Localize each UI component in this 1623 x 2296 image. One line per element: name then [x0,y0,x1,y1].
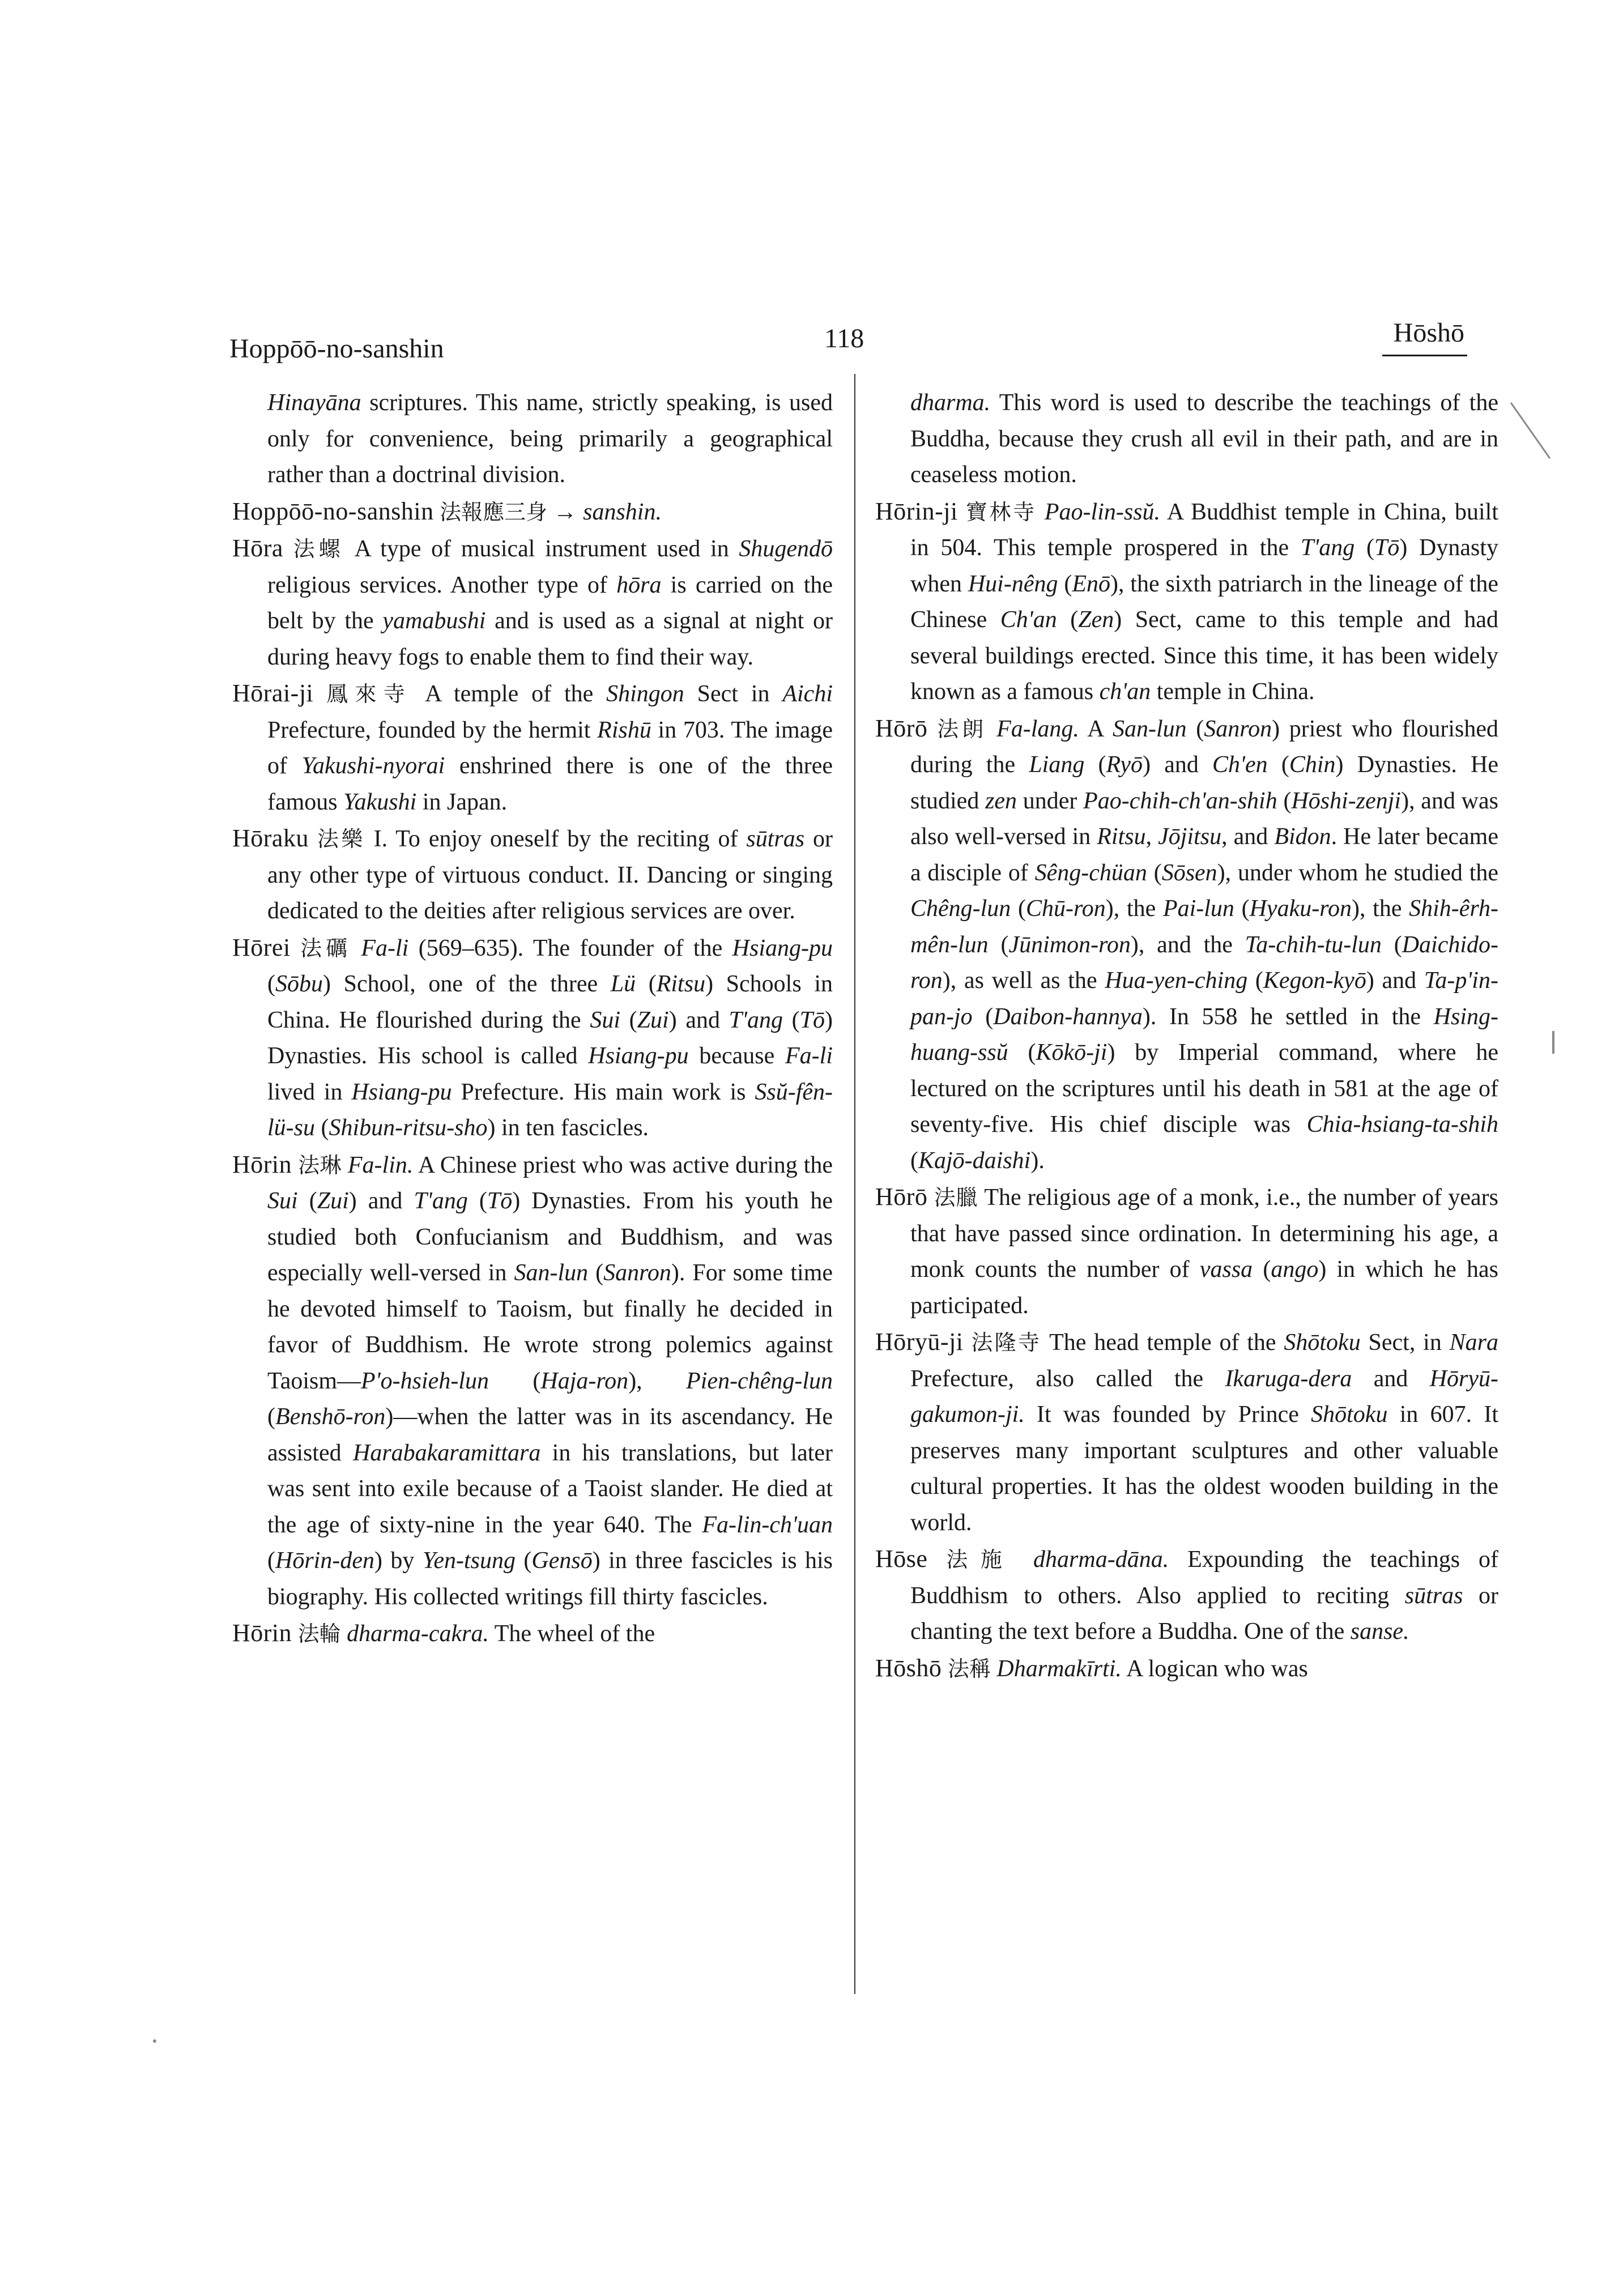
italic-term: Bidon [1274,824,1331,850]
italic-term: Yen-tsung [422,1548,516,1574]
italic-term: Ssŭ-fên-lü-su [267,1079,833,1141]
italic-term: Sanron [1204,715,1272,742]
running-head-right: Hōshō [1393,318,1464,348]
entry-text: A Buddhist temple in China, built in 504. This temple prospered in the [910,499,1498,561]
entry-text: because [688,1043,786,1069]
entry-text [341,1621,347,1647]
entry-text: ( [1267,752,1289,778]
entry-text: Sect, in [1360,1330,1450,1356]
italic-term: Gensō [531,1548,593,1574]
entry-text: ( [1186,715,1204,742]
entry-text: ). For some time he devoted himself to Taoism, but finally he decided in favor of Buddhism. He wrote strong polemics against Taoism— [267,1260,833,1394]
entry-headword: Hōrin [232,1619,292,1647]
italic-term: Daibon-hannya [993,1003,1143,1030]
italic-term: Chin [1289,752,1336,778]
entry-kanji: 法螺 [293,536,344,561]
italic-term: Dharmakīrti. [996,1655,1122,1682]
italic-term: Pao-chih-ch'an-shih [1083,787,1277,814]
entry-text: ), [628,1368,687,1394]
entry-text: ) in which he has participated. [910,1256,1498,1319]
italic-term: Fa-lang. [996,715,1079,742]
entry-text: ( [315,1115,329,1141]
entry-text: ( [1147,859,1162,886]
entry-kanji: 法報應三身 [440,499,548,525]
entry-text: ) Dynasties. From his youth he studied both Confucianism and Buddhism, and was especially well-versed in [267,1188,833,1286]
entry-text: The wheel of the [488,1621,655,1647]
entry-text: ( [1381,931,1402,958]
entry-text: religious services. Another type of [267,572,617,598]
italic-term: P'o-hsieh-lun [361,1368,489,1394]
italic-term: Enō [1072,570,1110,597]
entry-text: lived in [267,1079,352,1105]
entry-text: ( [782,1007,800,1033]
italic-term: sanse. [1350,1618,1409,1645]
entry-headword: Hōrō [875,1183,928,1211]
entry-text [1037,499,1045,525]
scan-mark [1510,402,1550,459]
entry-text: ). [1030,1147,1045,1174]
entry-text: ) and [348,1188,414,1214]
italic-term: Sui [267,1188,298,1214]
entry-text: ) Dynasties. His school is called [267,1007,833,1069]
scan-mark [153,2039,156,2043]
entry-kanji: 鳳來寺 [326,681,412,706]
italic-term: Hōryū-gakumon-ji. [910,1365,1498,1428]
entry-headword: Hōra [232,534,283,562]
entry-text: Expounding the teachings of Buddhism to others. Also applied to reciting [910,1547,1499,1609]
italic-term: Rishū [597,717,651,743]
entry-text: ( [1277,787,1292,814]
dictionary-entry [875,1650,1498,1688]
italic-term: Tō [1374,535,1400,561]
dictionary-entry [875,1179,1498,1324]
italic-term: Kōkō-ji [1036,1040,1107,1066]
entry-headword: Hōraku [232,824,309,852]
italic-term: sanshin. [583,499,662,525]
entry-text: This word is used to describe the teachings of the Buddha, because they crush all evil in their path, and are in ceaseless motion. [910,390,1498,488]
entry-text: in 703. The image of [267,717,833,779]
italic-term: Tō [799,1007,825,1033]
italic-term: Sui [590,1007,621,1033]
dictionary-entry [875,1541,1498,1650]
entry-text: ), and was also well-versed in [910,787,1498,850]
dictionary-entry [232,493,833,531]
running-head-left: Hoppōō-no-sanshin [229,334,444,364]
italic-term: Pao-lin-ssŭ. [1044,499,1161,525]
dictionary-entry [875,710,1498,1179]
entry-text: (569–635). The founder of the [408,935,732,961]
entry-text: and is used as a signal at night or during heavy fogs to enable them to find their way. [267,608,833,670]
italic-term: Hsiang-pu [732,935,833,961]
entry-headword: Hōse [875,1545,928,1573]
italic-term: dharma-dāna. [1033,1547,1169,1573]
dictionary-entry [875,1324,1498,1541]
italic-term: yamabushi [382,608,486,634]
entry-text [351,935,361,961]
entry-text: I. To enjoy oneself by the reciting of [365,826,747,852]
italic-term: T'ang [729,1007,783,1033]
entry-text: Prefecture, founded by the hermit [267,717,598,743]
entry-text: ( [267,971,275,997]
entry-text: A [1079,715,1113,742]
entry-text: ( [620,1007,637,1033]
entry-text: ) and [1143,752,1213,778]
entry-text: Sect in [684,681,783,707]
entry-text: , and [1221,824,1275,850]
italic-term: Haja-ron [540,1368,629,1394]
entry-text: ( [297,1188,317,1214]
entry-text: ) Schools in China. He flourished during the [267,971,833,1033]
entry-text: ( [636,971,657,997]
italic-term: Chia-hsiang-ta-shih [1306,1111,1498,1138]
italic-term: Hui-nêng [968,570,1058,597]
entry-text: in Japan. [416,789,508,815]
entry-text: ) in three fascicles is his biography. His collected writings fill thirty fascicles. [267,1548,833,1610]
entry-kanji: 法臘 [934,1185,978,1210]
entry-text: ) by Imperial command, where he lectured on the scriptures until his death in 581 at the age of seventy-five. His chief disciple was [910,1040,1498,1138]
italic-term: hōra [616,572,662,598]
entry-text: ) Sect, came to this temple and had several buildings erected. Since this time, it has been widely known as a famous [910,607,1498,705]
entry-text: ) and [668,1007,729,1033]
italic-term: Daichido-ron [910,931,1498,994]
italic-term: Sanron [603,1260,671,1286]
entry-text: ). In 558 he settled in the [1142,1003,1434,1030]
entry-text: ), and the [1130,931,1245,958]
entry-text: in 607. It preserves many important sculptures and other valuable cultural properties. It has the oldest wooden building in the world. [910,1402,1498,1536]
italic-term: Chêng-lun [910,896,1011,922]
italic-term: T'ang [414,1188,468,1214]
entry-text: scriptures. This name, strictly speaking, is used only for convenience, being primarily a geographical rather than a doctrinal division. [267,390,833,488]
italic-term: Pien-chêng-lun [686,1368,833,1394]
scan-mark [1552,1031,1554,1054]
entry-text: ( [910,1147,918,1174]
entry-text [342,1152,348,1178]
entry-text: ) in ten fascicles. [487,1115,649,1141]
entry-text: ) Dynasty when [910,535,1498,597]
entry-text: ( [1058,570,1072,597]
entry-text: ( [988,931,1009,958]
italic-term: dharma-cakra. [347,1621,489,1647]
italic-term: Shōtoku [1284,1330,1361,1356]
dictionary-entry [232,1615,833,1652]
italic-term: San-lun [514,1260,589,1286]
italic-term: Shih-êrh-mên-lun [910,896,1499,958]
italic-term: ch'an [1099,679,1151,705]
italic-term: Shingon [606,681,684,707]
italic-term: Pai-lun [1162,896,1234,922]
italic-term: Hōshi-zenji [1291,787,1402,814]
italic-term: Kajō-daishi [918,1147,1031,1174]
entry-text: A logican who was [1121,1655,1308,1682]
header-rule [1382,355,1467,356]
italic-term: Ch'an [1000,607,1057,633]
italic-term: vassa [1199,1256,1253,1283]
italic-term: Aichi [782,681,833,707]
entry-text: ( [972,1003,994,1030]
entry-text: ( [267,1404,275,1430]
entry-kanji: 法施 [946,1547,1015,1572]
entry-continuation [875,385,1498,493]
italic-term: Sêng-chüan [1034,859,1147,886]
entry-text: → [547,499,583,525]
entry-text: ( [588,1260,604,1286]
dictionary-entry [232,530,833,675]
italic-term: Ritsu [656,971,706,997]
entry-text: ) by [374,1548,423,1574]
dictionary-entry [875,493,1498,710]
entry-kanji: 法礪 [300,935,351,961]
italic-term: Sōbu [275,971,323,997]
entry-text: ( [1057,607,1079,633]
italic-term: Sōsen [1161,859,1217,886]
entry-text: ), as well as the [942,968,1105,994]
italic-term: Fa-li [785,1043,833,1069]
italic-term: Jūnimon-ron [1008,931,1131,958]
italic-term: Hsiang-pu [351,1079,452,1105]
italic-term: Ta-p'in-pan-jo [910,968,1498,1030]
italic-term: Chū-ron [1025,896,1106,922]
entry-text [991,1656,997,1682]
entry-text: in his translations, but later was sent into exile because of a Taoist slander. He died at the age of sixty-nine in the year 640. The [267,1439,833,1538]
entry-text: Prefecture, also called the [910,1365,1225,1392]
entry-headword: Hōrei [232,933,291,961]
italic-term: Hinayāna [267,390,361,416]
italic-term: Benshō-ron [275,1404,386,1430]
entry-headword: Hōryū-ji [875,1328,964,1356]
entry-continuation [232,385,833,493]
entry-text: ( [1354,535,1374,561]
left-column [232,385,833,1652]
entry-text: A temple of the [412,681,607,707]
entry-kanji: 法稱 [947,1656,991,1681]
entry-text: Prefecture. His main work is [451,1079,755,1105]
italic-term: Fa-lin-ch'uan [702,1511,833,1538]
italic-term: Kegon-kyō [1263,968,1366,994]
entry-text: ), the sixth patriarch in the lineage of the Chinese [910,570,1498,633]
entry-headword: Hoppōō-no-sanshin [232,497,434,525]
italic-term: dharma. [910,390,991,416]
entry-text: , [1145,824,1158,850]
entry-headword: Hōshō [875,1654,942,1682]
entry-text: A Chinese priest who was active during the [413,1152,833,1178]
italic-term: Ta-chih-tu-lun [1245,931,1382,958]
italic-term: Zui [317,1188,349,1214]
entry-headword: Hōrai-ji [232,679,314,707]
entry-headword: Hōrin-ji [875,497,958,525]
italic-term: zen [985,787,1017,814]
italic-term: Yakushi-nyorai [301,753,445,779]
entry-text: ( [1247,968,1263,994]
entry-text: ), under whom he studied the [1217,859,1499,886]
italic-term: Hsiang-pu [588,1043,689,1069]
entry-kanji: 法琳 [298,1152,342,1178]
entry-kanji: 寶林寺 [965,499,1037,525]
entry-text: ( [515,1548,532,1574]
italic-term: Ch'en [1212,752,1268,778]
italic-term: Jōjitsu [1158,824,1222,850]
italic-term: sūtras [1404,1582,1463,1609]
italic-term: Harabakaramittara [352,1439,541,1466]
entry-text: ( [1084,752,1106,778]
entry-text: The head temple of the [1041,1330,1284,1356]
italic-term: Lü [610,971,636,997]
dictionary-entry [232,820,833,930]
italic-term: ango [1271,1256,1319,1283]
italic-term: sūtras [746,826,805,852]
italic-term: Fa-lin. [347,1152,414,1178]
dictionary-entry [232,1147,833,1616]
italic-term: Tō [487,1188,513,1214]
entry-headword: Hōrō [875,714,928,742]
italic-term: Hyaku-ron [1249,896,1352,922]
entry-text: ( [267,1548,275,1574]
entry-text: and [1352,1365,1430,1392]
italic-term: Shugendō [739,536,833,562]
entry-text: temple in China. [1151,679,1315,705]
entry-text: ( [467,1188,487,1214]
right-column [875,385,1498,1687]
page-number: 118 [824,323,864,353]
italic-term: T'ang [1300,535,1355,561]
italic-term: Ritsu [1097,824,1146,850]
entry-text: ( [1008,1040,1036,1066]
entry-text: ( [488,1368,541,1394]
entry-text: ) Dynasties. He studied [910,752,1498,814]
entry-text: ( [1234,896,1250,922]
entry-text: or chanting the text before a Buddha. One of the [910,1582,1498,1645]
italic-term: Hua-yen-ching [1105,968,1248,994]
italic-term: Shibun-ritsu-sho [329,1115,488,1141]
italic-term: Ikaruga-dera [1225,1365,1352,1392]
dictionary-entry [232,930,833,1147]
entry-kanji: 法輪 [297,1621,341,1646]
italic-term: Yakushi [343,789,417,815]
entry-text [1015,1547,1033,1573]
entry-text: It was founded by Prince [1024,1402,1311,1428]
entry-text: The religious age of a monk, i.e., the number of years that have passed since ordination. In determining his age, a monk counts the number of [910,1185,1499,1283]
italic-term: Zui [637,1007,669,1033]
entry-kanji: 法朗 [937,716,987,742]
entry-kanji: 法樂 [317,827,365,851]
italic-term: Shōtoku [1311,1402,1388,1428]
entry-text: ) and [1366,968,1424,994]
entry-text: ) priest who flourished during the [910,715,1498,778]
italic-term: Nara [1449,1330,1498,1356]
entry-text: )—when the latter was in its ascendancy. He assisted [267,1404,833,1466]
dictionary-entry [232,675,833,820]
entry-text: ) School, one of the three [323,971,611,997]
italic-term: San-lun [1112,715,1187,742]
italic-term: Zen [1078,607,1114,633]
italic-term: Hōrin-den [275,1548,374,1574]
entry-text: or any other type of virtuous conduct. II. Dancing or singing dedicated to the deities after religious services are over. [267,826,833,924]
entry-text: ( [1253,1256,1271,1283]
entry-text: ), the [1105,896,1163,922]
italic-term: Liang [1029,752,1085,778]
entry-text: enshrined there is one of the three famous [267,753,833,815]
entry-text: under [1017,787,1084,814]
italic-term: Fa-li [361,935,409,961]
entry-text: is carried on the belt by the [267,572,833,634]
entry-text: . He later became a disciple of [910,824,1498,886]
entry-text: ( [1011,896,1026,922]
entry-text [987,716,996,742]
italic-term: Ryō [1106,752,1143,778]
entry-kanji: 法隆寺 [971,1330,1042,1355]
italic-term: Hsing-huang-ssŭ [910,1003,1498,1066]
entry-headword: Hōrin [232,1150,292,1178]
entry-text: A type of musical instrument used in [344,536,739,562]
column-divider [854,374,855,1994]
entry-text: ), the [1351,896,1409,922]
